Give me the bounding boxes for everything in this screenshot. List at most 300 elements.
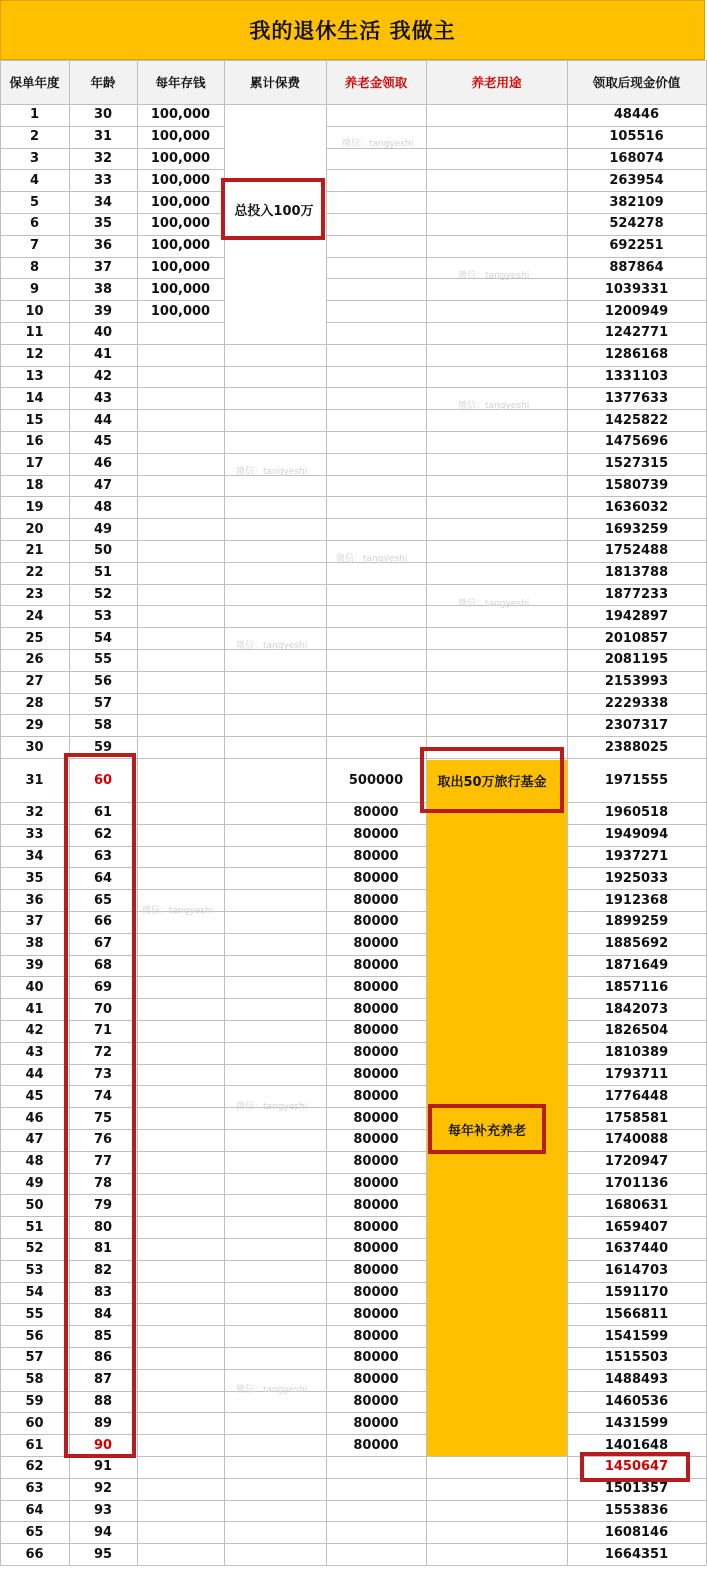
grid-line [0, 104, 706, 105]
age-cell: 64 [93, 870, 113, 886]
age-cell: 46 [93, 456, 113, 472]
grid-line [426, 300, 567, 301]
pension-withdrawal-cell: 80000 [353, 914, 399, 930]
cash-value-cell: 1450647 [604, 1459, 669, 1475]
grid-line [224, 1129, 326, 1130]
grid-line [567, 1107, 706, 1108]
watermark-text: 微信：tangyeshi [236, 467, 308, 477]
cash-value-cell: 1515503 [604, 1350, 669, 1366]
grid-line [326, 1282, 426, 1283]
pension-withdrawal-cell: 80000 [353, 1045, 399, 1061]
grid-line [567, 736, 706, 737]
grid-line [224, 671, 326, 672]
policy-year-cell: 50 [25, 1197, 44, 1213]
grid-line [326, 366, 426, 367]
grid-line [567, 846, 706, 847]
age-cell: 50 [93, 543, 113, 559]
grid-line [567, 148, 706, 149]
grid-line [567, 627, 706, 628]
grid-line [224, 453, 326, 454]
pension-withdrawal-cell: 80000 [353, 1001, 399, 1017]
grid-line [0, 605, 224, 606]
grid-line [0, 300, 224, 301]
age-cell: 49 [93, 521, 113, 537]
grid-line [224, 1282, 326, 1283]
policy-year-cell: 36 [25, 892, 44, 908]
grid-line [567, 1064, 706, 1065]
cash-value-cell: 1488493 [604, 1372, 669, 1388]
age-cell: 53 [93, 608, 113, 624]
grid-line [326, 1434, 426, 1435]
grid-line [567, 693, 706, 694]
grid-line [326, 278, 426, 279]
grid-line [326, 322, 426, 323]
grid-line [426, 540, 567, 541]
grid-line [224, 867, 326, 868]
grid-line [326, 693, 426, 694]
grid-line [567, 366, 706, 367]
grid-line [224, 824, 326, 825]
grid-line [326, 824, 426, 825]
grid-line [0, 1521, 224, 1522]
policy-year-cell: 33 [25, 827, 44, 843]
grid-line [326, 1543, 426, 1544]
grid-line [426, 322, 567, 323]
grid-line [567, 605, 706, 606]
grid-line [426, 1500, 567, 1501]
policy-year-cell: 6 [29, 216, 40, 232]
age-cell: 40 [93, 325, 113, 341]
grid-line [224, 714, 326, 715]
grid-line [567, 496, 706, 497]
cash-value-cell: 1553836 [604, 1502, 669, 1518]
grid-line [326, 1347, 426, 1348]
grid-line [0, 1478, 224, 1479]
cash-value-cell: 1877233 [604, 586, 669, 602]
grid-line [0, 213, 224, 214]
policy-year-cell: 65 [25, 1524, 44, 1540]
grid-line [567, 1521, 706, 1522]
grid-line [0, 475, 224, 476]
grid-line [224, 1543, 326, 1544]
watermark-text: 微信：tangyeshi [458, 401, 530, 411]
policy-year-cell: 19 [25, 499, 44, 515]
grid-line [224, 1347, 326, 1348]
cash-value-cell: 1637440 [604, 1241, 669, 1257]
cash-value-cell: 1857116 [604, 979, 669, 995]
policy-year-cell: 55 [25, 1306, 44, 1322]
grid-line [567, 1543, 706, 1544]
grid-line [224, 1325, 326, 1326]
grid-line [224, 584, 326, 585]
pension-withdrawal-cell: 80000 [353, 1328, 399, 1344]
grid-line [426, 496, 567, 497]
cash-value-cell: 1431599 [604, 1415, 669, 1431]
age-cell: 43 [93, 390, 113, 406]
grid-line [0, 257, 224, 258]
grid-line [426, 1456, 567, 1457]
grid-line [224, 409, 326, 410]
grid-line [0, 60, 706, 61]
grid-line [224, 802, 326, 803]
policy-year-cell: 31 [25, 772, 44, 788]
grid-line [224, 736, 326, 737]
grid-line [224, 366, 326, 367]
policy-year-cell: 61 [25, 1437, 44, 1453]
age-cell: 80 [93, 1219, 113, 1235]
cash-value-cell: 1425822 [604, 412, 669, 428]
grid-line [326, 758, 426, 759]
grid-line [567, 1129, 706, 1130]
pension-withdrawal-cell: 500000 [348, 772, 404, 788]
policy-year-cell: 18 [25, 477, 44, 493]
policy-year-cell: 23 [25, 586, 44, 602]
grid-line [567, 671, 706, 672]
annual-saving-cell: 100,000 [150, 194, 211, 210]
cash-value-cell: 1793711 [604, 1066, 669, 1082]
pension-withdrawal-cell: 80000 [353, 1066, 399, 1082]
grid-line [567, 1347, 706, 1348]
grid-line [326, 867, 426, 868]
policy-year-cell: 44 [25, 1066, 44, 1082]
pension-withdrawal-cell: 80000 [353, 827, 399, 843]
grid-line [326, 235, 426, 236]
pension-withdrawal-cell: 80000 [353, 1284, 399, 1300]
cash-value-cell: 1912368 [604, 892, 669, 908]
grid-line [326, 60, 327, 1565]
pension-withdrawal-cell: 80000 [353, 805, 399, 821]
pension-withdrawal-cell: 80000 [353, 848, 399, 864]
grid-line [426, 562, 567, 563]
age-cell: 82 [93, 1263, 113, 1279]
grid-line [224, 344, 326, 345]
grid-line [567, 1369, 706, 1370]
grid-line [0, 1500, 224, 1501]
grid-line [426, 148, 567, 149]
age-cell: 51 [93, 565, 113, 581]
pension-withdrawal-cell: 80000 [353, 979, 399, 995]
grid-line [224, 1173, 326, 1174]
grid-line [224, 1434, 326, 1435]
watermark-text: 微信：tangyeshi [342, 139, 414, 149]
age-cell: 42 [93, 368, 113, 384]
grid-line [326, 1412, 426, 1413]
cash-value-cell: 1475696 [604, 434, 669, 450]
pension-withdrawal-cell: 80000 [353, 1241, 399, 1257]
policy-year-cell: 45 [25, 1088, 44, 1104]
grid-line [0, 714, 224, 715]
grid-line [326, 518, 426, 519]
grid-line [326, 1521, 426, 1522]
grid-line [137, 60, 138, 1565]
annual-saving-cell: 100,000 [150, 281, 211, 297]
age-cell: 81 [93, 1241, 113, 1257]
grid-line [224, 627, 326, 628]
grid-line [567, 955, 706, 956]
grid-line [224, 518, 326, 519]
grid-line [326, 1173, 426, 1174]
column-header: 年龄 [69, 60, 137, 104]
grid-line [326, 540, 426, 541]
age-cell: 37 [93, 259, 113, 275]
grid-line [567, 344, 706, 345]
policy-year-cell: 60 [25, 1415, 44, 1431]
column-header: 养老金领取 [326, 60, 426, 104]
grid-line [326, 933, 426, 934]
grid-line [0, 366, 224, 367]
policy-year-cell: 9 [29, 281, 40, 297]
grid-line [0, 344, 224, 345]
grid-line [326, 191, 426, 192]
policy-year-cell: 4 [29, 172, 40, 188]
age-cell: 95 [93, 1546, 113, 1562]
grid-line [567, 933, 706, 934]
pension-withdrawal-cell: 80000 [353, 1415, 399, 1431]
cash-value-cell: 1871649 [604, 957, 669, 973]
age-cell: 30 [93, 107, 113, 123]
watermark-text: 微信：tangyeshi [236, 1102, 308, 1112]
cash-value-cell: 1680631 [604, 1197, 669, 1213]
age-cell: 58 [93, 717, 113, 733]
travel-fund-frame [420, 747, 564, 813]
annual-saving-cell: 100,000 [150, 129, 211, 145]
column-header: 领取后现金价值 [567, 60, 706, 104]
grid-line [426, 1543, 567, 1544]
pension-withdrawal-cell: 80000 [353, 1110, 399, 1126]
age-cell: 88 [93, 1393, 113, 1409]
policy-year-cell: 38 [25, 936, 44, 952]
age-cell: 93 [93, 1502, 113, 1518]
policy-year-cell: 11 [25, 325, 44, 341]
pension-withdrawal-cell: 80000 [353, 957, 399, 973]
pension-withdrawal-cell: 80000 [353, 1393, 399, 1409]
grid-line [0, 409, 224, 410]
policy-year-cell: 3 [29, 150, 40, 166]
cash-value-cell: 1693259 [604, 521, 669, 537]
policy-year-cell: 37 [25, 914, 44, 930]
cash-value-cell: 1942897 [604, 608, 669, 624]
cash-value-cell: 1527315 [604, 456, 669, 472]
final-cash-value-frame [580, 1452, 690, 1482]
grid-line [326, 671, 426, 672]
grid-line [224, 1020, 326, 1021]
grid-line [326, 1107, 426, 1108]
grid-line [426, 1521, 567, 1522]
pension-withdrawal-cell: 80000 [353, 870, 399, 886]
policy-year-cell: 22 [25, 565, 44, 581]
grid-line [567, 1303, 706, 1304]
age-cell: 70 [93, 1001, 113, 1017]
age-cell: 62 [93, 827, 113, 843]
cash-value-cell: 1242771 [604, 325, 669, 341]
grid-line [0, 235, 224, 236]
grid-line [326, 1129, 426, 1130]
age-cell: 68 [93, 957, 113, 973]
policy-year-cell: 41 [25, 1001, 44, 1017]
grid-line [224, 1085, 326, 1086]
grid-line [224, 540, 326, 541]
grid-line [326, 846, 426, 847]
grid-line [224, 911, 326, 912]
policy-year-cell: 28 [25, 695, 44, 711]
grid-line [224, 998, 326, 999]
grid-line [567, 1216, 706, 1217]
grid-line [326, 627, 426, 628]
cash-value-cell: 1810389 [604, 1045, 669, 1061]
grid-line [224, 1260, 326, 1261]
policy-year-cell: 29 [25, 717, 44, 733]
grid-line [0, 736, 224, 737]
grid-line [567, 387, 706, 388]
grid-line [326, 1303, 426, 1304]
age-cell: 56 [93, 674, 113, 690]
age-cell: 89 [93, 1415, 113, 1431]
grid-line [326, 1042, 426, 1043]
grid-line [426, 693, 567, 694]
grid-line [0, 191, 224, 192]
policy-year-cell: 39 [25, 957, 44, 973]
cash-value-cell: 263954 [609, 172, 664, 188]
grid-line [426, 1478, 567, 1479]
grid-line [567, 1085, 706, 1086]
age-cell: 39 [93, 303, 113, 319]
grid-line [0, 387, 224, 388]
cash-value-cell: 1401648 [604, 1437, 669, 1453]
cash-value-cell: 105516 [609, 129, 664, 145]
age-cell: 67 [93, 936, 113, 952]
cash-value-cell: 2307317 [604, 717, 669, 733]
grid-line [567, 824, 706, 825]
cash-value-cell: 1664351 [604, 1546, 669, 1562]
policy-year-cell: 21 [25, 543, 44, 559]
grid-line [224, 955, 326, 956]
policy-year-cell: 57 [25, 1350, 44, 1366]
annual-saving-cell: 100,000 [150, 259, 211, 275]
grid-line [567, 540, 706, 541]
grid-line [567, 802, 706, 803]
grid-line [224, 1478, 326, 1479]
grid-line [567, 1020, 706, 1021]
age-cell: 84 [93, 1306, 113, 1322]
cash-value-cell: 1200949 [604, 303, 669, 319]
age-cell: 55 [93, 652, 113, 668]
grid-line [326, 976, 426, 977]
grid-line [326, 802, 426, 803]
age-cell: 73 [93, 1066, 113, 1082]
age-cell: 33 [93, 172, 113, 188]
cash-value-cell: 1331103 [604, 368, 669, 384]
grid-line [567, 235, 706, 236]
grid-line [224, 1303, 326, 1304]
age-cell: 44 [93, 412, 113, 428]
grid-line [567, 191, 706, 192]
cash-value-cell: 1591170 [604, 1284, 669, 1300]
grid-line [326, 1325, 426, 1326]
grid-line [567, 1194, 706, 1195]
column-header: 养老用途 [426, 60, 567, 104]
cash-value-cell: 2229338 [604, 695, 669, 711]
policy-year-cell: 48 [25, 1154, 44, 1170]
grid-line [0, 649, 224, 650]
supplement-label: 每年补充养老 [447, 1123, 526, 1139]
grid-line [326, 1085, 426, 1086]
pension-withdrawal-cell: 80000 [353, 1437, 399, 1453]
grid-line [0, 1565, 706, 1566]
grid-line [0, 169, 224, 170]
grid-line [224, 889, 326, 890]
cash-value-cell: 524278 [609, 216, 664, 232]
pension-withdrawal-cell: 80000 [353, 1263, 399, 1279]
grid-line [224, 1412, 326, 1413]
age-cell: 85 [93, 1328, 113, 1344]
pension-withdrawal-cell: 80000 [353, 936, 399, 952]
policy-year-cell: 8 [29, 259, 40, 275]
grid-line [567, 257, 706, 258]
cash-value-cell: 1937271 [604, 848, 669, 864]
cash-value-cell: 1608146 [604, 1524, 669, 1540]
age-cell: 71 [93, 1023, 113, 1039]
grid-line [224, 1456, 326, 1457]
cash-value-cell: 2388025 [604, 739, 669, 755]
grid-line [567, 714, 706, 715]
cash-value-cell: 1776448 [604, 1088, 669, 1104]
grid-line [326, 736, 426, 737]
policy-year-cell: 56 [25, 1328, 44, 1344]
grid-line [326, 1151, 426, 1152]
age-cell: 76 [93, 1132, 113, 1148]
grid-line [224, 758, 326, 759]
grid-line [224, 1151, 326, 1152]
pension-withdrawal-cell: 80000 [353, 1197, 399, 1213]
age-cell: 72 [93, 1045, 113, 1061]
grid-line [567, 1151, 706, 1152]
grid-line [326, 387, 426, 388]
grid-line [326, 1369, 426, 1370]
policy-year-cell: 42 [25, 1023, 44, 1039]
cash-value-cell: 1740088 [604, 1132, 669, 1148]
cash-value-cell: 1925033 [604, 870, 669, 886]
grid-line [0, 278, 224, 279]
age-60-90-frame [64, 753, 136, 1458]
grid-line [0, 693, 224, 694]
policy-year-cell: 51 [25, 1219, 44, 1235]
cash-value-cell: 1885692 [604, 936, 669, 952]
grid-line [224, 431, 326, 432]
cash-value-cell: 1580739 [604, 477, 669, 493]
age-cell: 87 [93, 1372, 113, 1388]
grid-line [326, 213, 426, 214]
grid-line [326, 344, 426, 345]
policy-year-cell: 27 [25, 674, 44, 690]
table-title: 我的退休生活 我做主 [249, 19, 456, 43]
age-cell: 91 [93, 1459, 113, 1475]
policy-year-cell: 66 [25, 1546, 44, 1562]
cash-value-cell: 1971555 [604, 772, 669, 788]
grid-line [567, 60, 568, 1565]
grid-line [0, 671, 224, 672]
grid-line [567, 409, 706, 410]
policy-year-cell: 63 [25, 1481, 44, 1497]
age-cell: 92 [93, 1481, 113, 1497]
age-cell: 38 [93, 281, 113, 297]
grid-line [326, 1194, 426, 1195]
total-premium-label: 总投入100万 [234, 203, 314, 219]
grid-line [567, 1325, 706, 1326]
grid-line [0, 518, 224, 519]
grid-line [0, 540, 224, 541]
grid-line [326, 1238, 426, 1239]
policy-year-cell: 62 [25, 1459, 44, 1475]
